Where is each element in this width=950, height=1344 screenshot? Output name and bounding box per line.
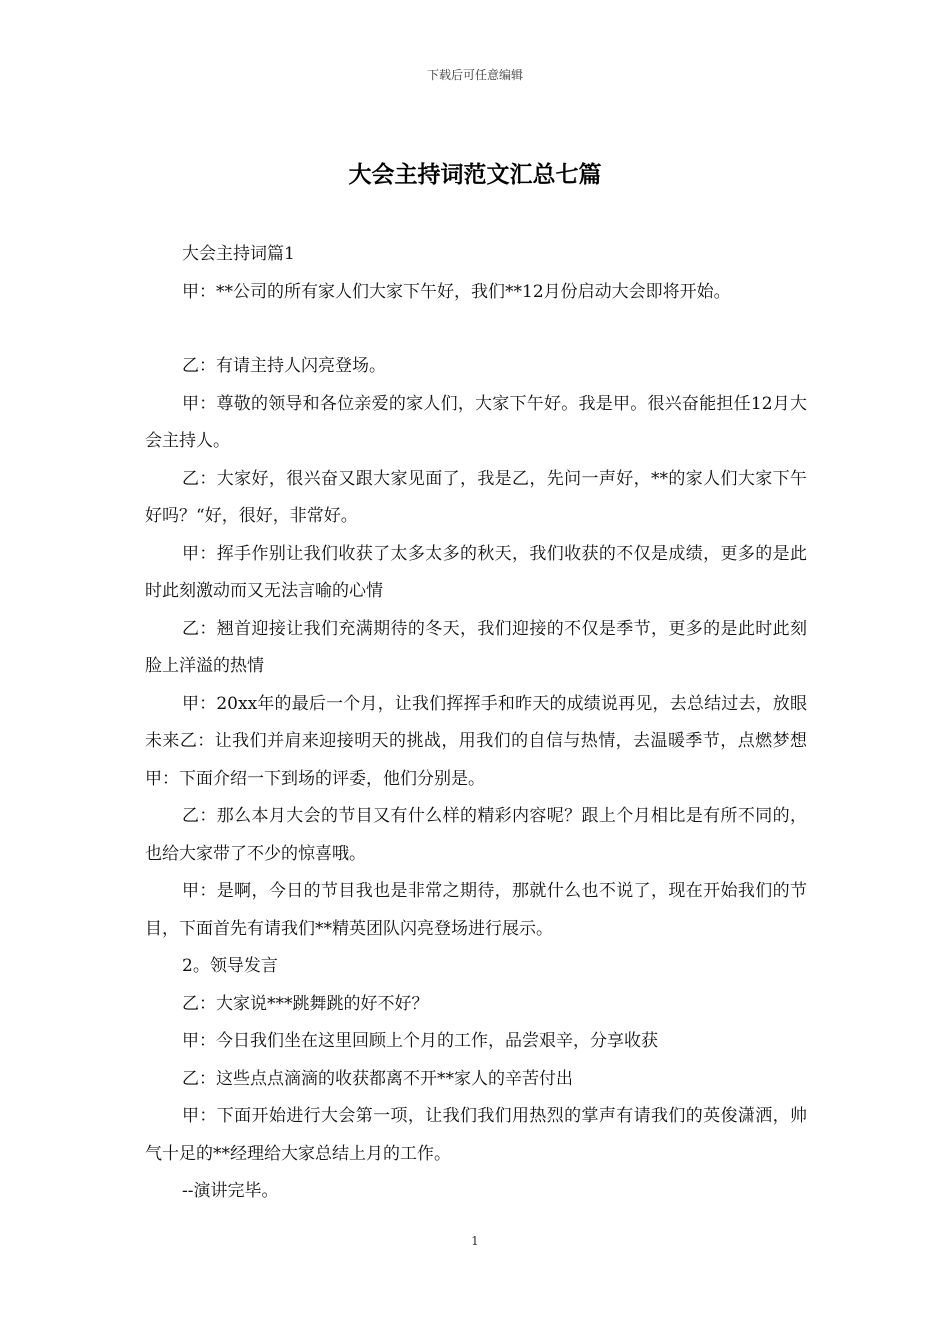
document-body xyxy=(145,236,807,1211)
paragraph: 乙：翘首迎接让我们充满期待的冬天，我们迎接的不仅是季节，更多的是此时此刻脸上洋溢的热情 xyxy=(145,618,807,676)
header-note: 下载后可任意编辑 xyxy=(426,68,523,82)
paragraph: 乙：这些点点滴滴的收获都离不开**家人的辛苦付出 xyxy=(182,1068,573,1089)
paragraph: 甲：尊敬的领导和各位亲爱的家人们，大家下午好。我是甲。很兴奋能担任12月大会主持人。 xyxy=(145,393,807,451)
paragraph: --演讲完毕。 xyxy=(182,1181,279,1201)
paragraph: 乙：大家好，很兴奋又跟大家见面了，我是乙，先问一声好，**的家人们大家下午好吗？“好，很好，非常好。 xyxy=(145,468,807,526)
section-heading: 大会主持词篇1 xyxy=(182,244,295,264)
paragraph: 甲：挥手作别让我们收获了太多太多的秋天，我们收获的不仅是成绩，更多的是此时此刻激动而又无法言喻的心情 xyxy=(145,543,807,601)
paragraph: 乙：大家说***跳舞跳的好不好？ xyxy=(182,993,429,1014)
paragraph: 甲：是啊，今日的节目我也是非常之期待，那就什么也不说了，现在开始我们的节目，下面首先有请我们**精英团队闪亮登场进行展示。 xyxy=(145,881,807,939)
paragraph: 甲：下面开始进行大会第一项，让我们我们用热烈的掌声有请我们的英俊潇洒，帅气十足的**经理给大家总结上月的工作。 xyxy=(145,1106,807,1164)
paragraph: 甲：20xx年的最后一个月，让我们挥挥手和昨天的成绩说再见，去总结过去，放眼未来乙：让我们并肩来迎接明天的挑战，用我们的自信与热情，去温暖季节，点燃梦想甲：下面介绍一下到场的评委，他们分别是。 xyxy=(145,693,807,789)
document-title: 大会主持词范文汇总七篇 xyxy=(348,161,602,188)
paragraph: 乙：有请主持人闪亮登场。 xyxy=(182,356,386,376)
paragraph: 乙：那么本月大会的节目又有什么样的精彩内容呢？跟上个月相比是有所不同的，也给大家带了不少的惊喜哦。 xyxy=(145,806,807,864)
page-number: 1 xyxy=(471,1234,479,1248)
paragraph: 甲：**公司的所有家人们大家下午好，我们**12月份启动大会即将开始。 xyxy=(182,281,731,302)
paragraph: 甲：今日我们坐在这里回顾上个月的工作，品尝艰辛，分享收获 xyxy=(182,1031,658,1051)
section-heading: 2。领导发言 xyxy=(182,956,278,976)
